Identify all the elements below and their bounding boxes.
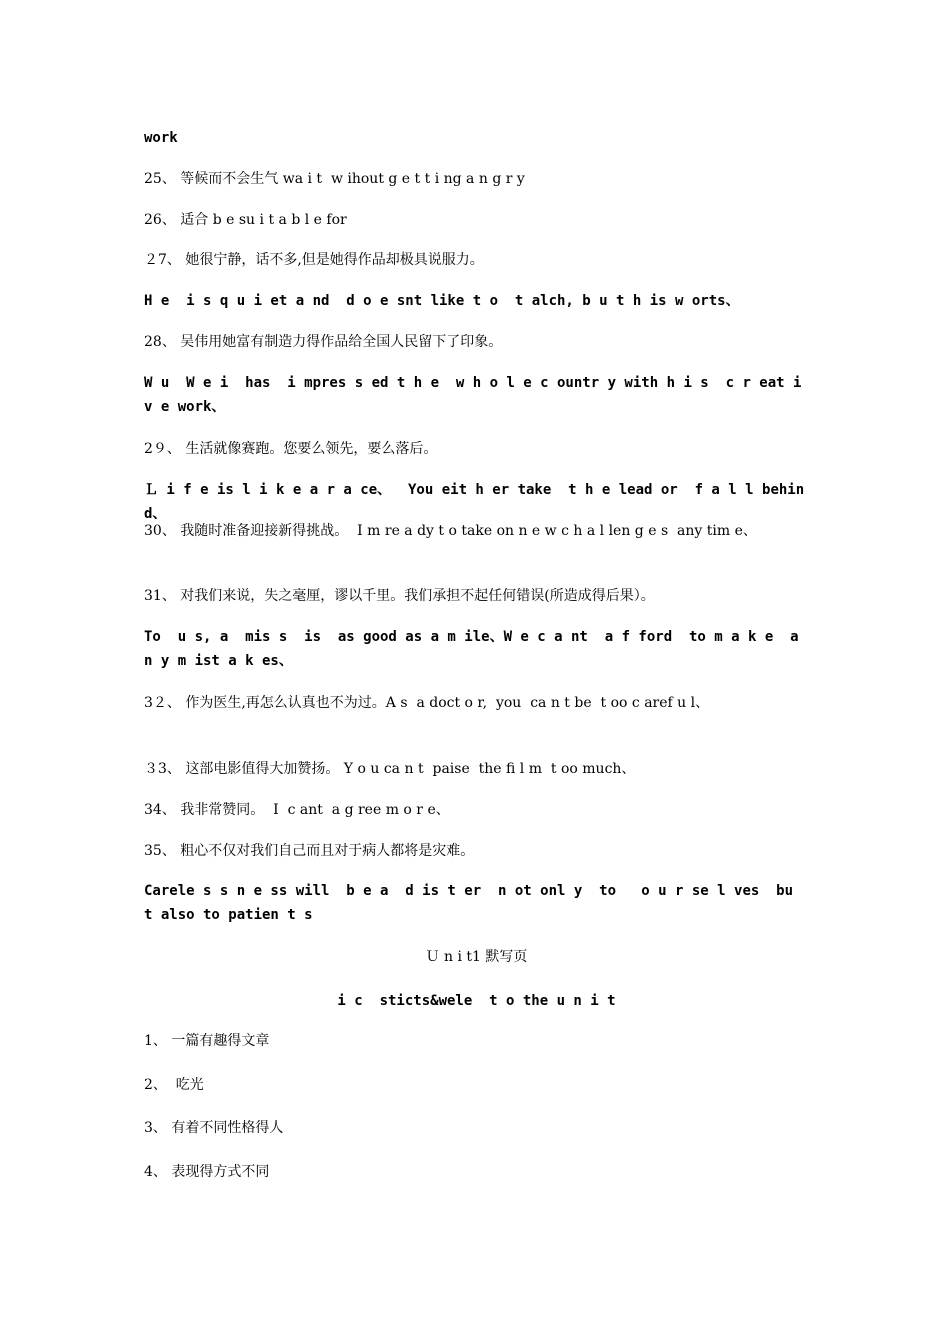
item-29: 2９、 生活就像赛跑。您要么领先，要么落后。 (144, 441, 438, 457)
item-27-translation: H e i s q u i et a nd d o e snt like t o t alch, b u t h is w orts、 (144, 293, 740, 309)
section-subtitle: i c sticts&wele t o the u n i t (337, 993, 616, 1009)
item-30: 30、 我随时准备迎接新得挑战。 I m re a dy t o take on n e w c h a l len g e s any tim e、 (144, 523, 757, 539)
item-32: 3２、 作为医生,再怎么认真也不为过。A s a doct o r, you ca n t be t oo c aref u l、 (144, 695, 710, 711)
item-29-translation: Ｌ i f e is l i k e a r a ce、 You eit h er take t h e lead or f a l l behind、 (144, 482, 805, 522)
text-line: work (144, 130, 178, 146)
exercise-2: 2、 吃光 (144, 1077, 204, 1093)
item-28-translation: W u W e i has i mpres s ed t h e w h o l e c ountr y with h i s c r eat i v e work、 (144, 375, 810, 415)
exercise-3: 3、 有着不同性格得人 (144, 1120, 284, 1136)
item-26: 26、 适合 b e su i t a b l e for (144, 212, 347, 228)
item-31: 31、 对我们来说，失之毫厘，谬以千里。我们承担不起任何错误(所造成得后果）。 (144, 588, 655, 604)
item-28: 28、 吴伟用她富有制造力得作品给全国人民留下了印象。 (144, 334, 503, 350)
item-27: ２7、 她很宁静，话不多,但是她得作品却极具说服力。 (144, 252, 484, 268)
item-33: ３3、 这部电影值得大加赞扬。 Y o u ca n t paise the fi l m t oo much、 (144, 761, 636, 777)
item-25: 25、 等候而不会生气 wa i t w ihout g e t t i ng a n g r y (144, 171, 525, 187)
item-34: 34、 我非常赞同。 I c ant a g ree m o r e、 (144, 802, 450, 818)
exercise-1: 1、 一篇有趣得文章 (144, 1033, 270, 1049)
exercise-4: 4、 表现得方式不同 (144, 1164, 270, 1180)
item-35-translation: Carele s s n e ss will b e a d is t er n ot onl y to o u r se l ves bu t also to patien t s (144, 883, 802, 923)
item-35: 35、 粗心不仅对我们自己而且对于病人都将是灾难。 (144, 843, 475, 859)
section-title: Ｕ n i t1 默写页 (425, 949, 528, 965)
item-31-translation: To u s, a mis s is as good as a m ile、W e c a nt a f ford to m a k e a n y m ist a k es、 (144, 629, 808, 669)
